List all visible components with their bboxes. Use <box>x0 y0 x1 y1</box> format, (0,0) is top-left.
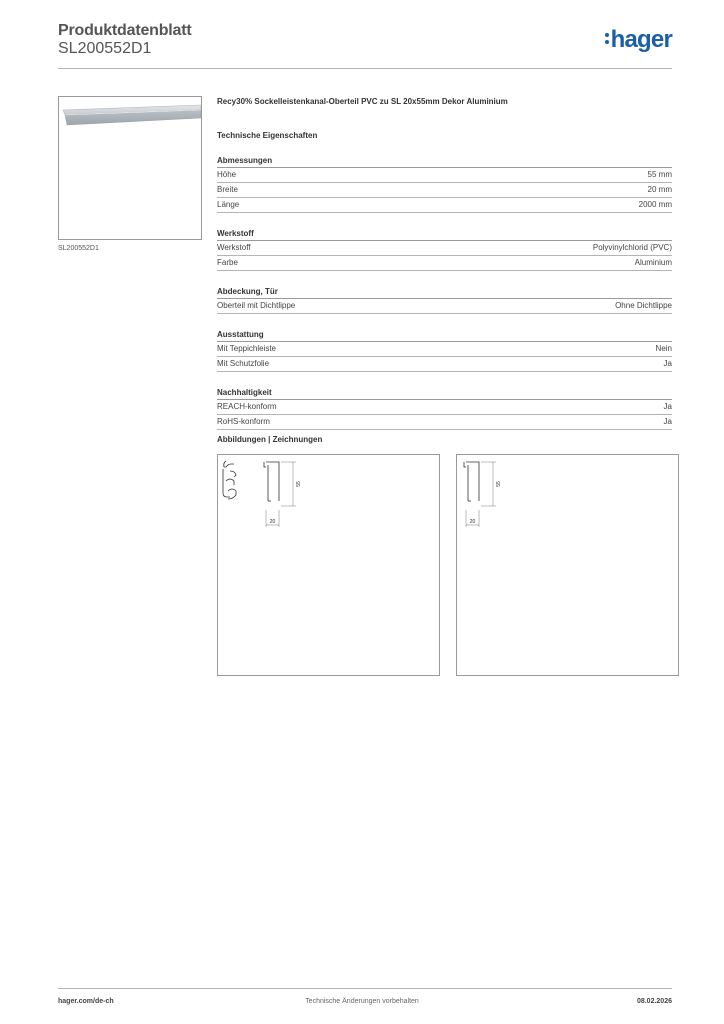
table-row <box>217 183 672 198</box>
figure-drawing-1 <box>217 454 440 676</box>
row-label: REACH-konform <box>217 402 277 411</box>
row-label: Mit Teppichleiste <box>217 344 276 353</box>
cross-section-drawing <box>218 455 441 677</box>
table-row <box>217 299 672 314</box>
table-row <box>217 342 672 357</box>
table-row <box>217 400 672 415</box>
dimension-height-label: 55 <box>496 481 502 487</box>
table-row <box>217 357 672 372</box>
table-row <box>217 241 672 256</box>
row-label: Breite <box>217 185 238 194</box>
group-title: Nachhaltigkeit <box>217 388 672 400</box>
footer-website-link[interactable]: hager.com/de-ch <box>58 998 114 1005</box>
group-sustainability <box>217 388 672 430</box>
row-label: Höhe <box>217 170 237 179</box>
group-cover-door <box>217 287 672 314</box>
document-title: Produktdatenblatt <box>58 22 192 39</box>
product-rail-illustration <box>59 97 203 241</box>
row-label: Farbe <box>217 258 238 267</box>
row-value: 20 mm <box>647 185 672 194</box>
group-title: Abdeckung, Tür <box>217 287 672 299</box>
row-value: Ohne Dichtlippe <box>615 301 672 310</box>
table-row <box>217 256 672 271</box>
row-value: Nein <box>655 344 672 353</box>
figure-drawing-2 <box>456 454 679 676</box>
row-value: 2000 mm <box>638 200 672 209</box>
row-value: Ja <box>663 417 672 426</box>
row-value: 55 mm <box>647 170 672 179</box>
product-number: SL200552D1 <box>58 40 152 57</box>
group-title: Werkstoff <box>217 229 672 241</box>
product-image-caption: SL200552D1 <box>58 245 99 252</box>
row-value: Aluminium <box>634 258 672 267</box>
figures-heading: Abbildungen | Zeichnungen <box>217 435 323 444</box>
table-row <box>217 168 672 183</box>
row-label: Mit Schutzfolie <box>217 359 270 368</box>
dimension-width-label: 20 <box>469 519 476 525</box>
row-label: RoHS-konform <box>217 417 270 426</box>
footer-notice: Technische Änderungen vorbehalten <box>305 998 419 1005</box>
row-value: Polyvinylchlorid (PVC) <box>592 243 672 252</box>
table-row <box>217 198 672 213</box>
logo-text: hager <box>610 26 672 53</box>
product-image <box>58 96 202 240</box>
logo-colon-mark <box>605 32 610 46</box>
cross-section-drawing <box>457 455 680 677</box>
technical-data-section <box>217 96 672 430</box>
hager-logo <box>605 28 672 52</box>
table-row <box>217 415 672 430</box>
row-value: Ja <box>663 359 672 368</box>
row-label: Oberteil mit Dichtlippe <box>217 301 296 310</box>
row-value: Ja <box>663 402 672 411</box>
group-dimensions <box>217 156 672 213</box>
row-label: Werkstoff <box>217 243 251 252</box>
row-label: Länge <box>217 200 240 209</box>
group-title: Ausstattung <box>217 330 672 342</box>
dimension-height-label: 55 <box>296 481 302 487</box>
group-title: Abmessungen <box>217 156 672 168</box>
footer-divider <box>58 988 672 989</box>
header-divider <box>58 68 672 69</box>
footer-date: 08.02.2026 <box>636 998 672 1005</box>
group-material <box>217 229 672 271</box>
technical-properties-heading: Technische Eigenschaften <box>217 131 318 140</box>
product-description: Recy30% Sockelleistenkanal-Oberteil PVC zu SL 20x55mm Dekor Aluminium <box>217 97 508 106</box>
group-equipment <box>217 330 672 372</box>
dimension-width-label: 20 <box>269 519 276 525</box>
